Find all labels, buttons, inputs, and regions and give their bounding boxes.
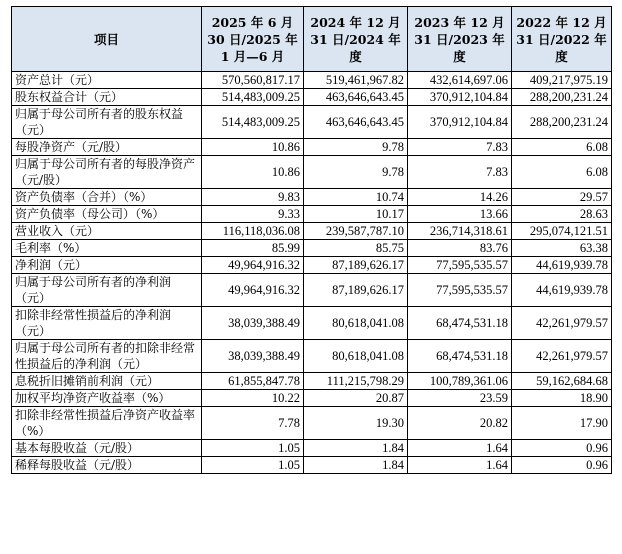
header-2022: 2022 年 12 月 31 日/2022 年度 [512,7,612,72]
row-value: 77,595,535.57 [408,274,512,307]
row-value: 10.86 [202,139,304,156]
row-value: 514,483,009.25 [202,106,304,139]
table-row [12,390,612,407]
row-value: 6.08 [512,139,612,156]
row-value: 0.96 [512,440,612,457]
row-value: 463,646,643.45 [304,89,408,106]
row-value: 1.05 [202,440,304,457]
row-label: 息税折旧摊销前利润（元） [12,373,202,390]
row-value: 38,039,388.49 [202,340,304,373]
financial-indicators-table [11,6,612,474]
row-value: 10.22 [202,390,304,407]
table-row [12,274,612,307]
header-2025h1: 2025 年 6 月 30 日/2025 年 1 月—6 月 [202,7,304,72]
table-row [12,189,612,206]
table-row [12,440,612,457]
row-value: 42,261,979.57 [512,340,612,373]
row-label: 资产负债率（合并）（%） [12,189,202,206]
row-value: 239,587,787.10 [304,223,408,240]
row-label: 归属于母公司所有者的净利润（元） [12,274,202,307]
row-label: 归属于母公司所有者的每股净资产（元/股） [12,156,202,189]
row-label: 归属于母公司所有者的股东权益（元） [12,106,202,139]
row-value: 28.63 [512,206,612,223]
row-value: 44,619,939.78 [512,257,612,274]
row-value: 295,074,121.51 [512,223,612,240]
row-value: 14.26 [408,189,512,206]
table-row [12,257,612,274]
row-value: 111,215,798.29 [304,373,408,390]
row-value: 68,474,531.18 [408,340,512,373]
row-label: 加权平均净资产收益率（%） [12,390,202,407]
row-value: 44,619,939.78 [512,274,612,307]
row-value: 77,595,535.57 [408,257,512,274]
row-value: 7.83 [408,156,512,189]
row-label: 毛利率（%） [12,240,202,257]
row-label: 每股净资产（元/股） [12,139,202,156]
table-row [12,340,612,373]
row-value: 38,039,388.49 [202,307,304,340]
table-row [12,240,612,257]
row-label: 营业收入（元） [12,223,202,240]
table-row [12,72,612,89]
row-value: 18.90 [512,390,612,407]
row-value: 10.74 [304,189,408,206]
table-row [12,106,612,139]
row-value: 87,189,626.17 [304,274,408,307]
row-value: 236,714,318.61 [408,223,512,240]
row-value: 570,560,817.17 [202,72,304,89]
row-value: 49,964,916.32 [202,274,304,307]
table-body [12,72,612,474]
row-value: 68,474,531.18 [408,307,512,340]
row-value: 1.84 [304,440,408,457]
table-row [12,206,612,223]
row-value: 9.78 [304,156,408,189]
row-value: 80,618,041.08 [304,340,408,373]
row-value: 20.82 [408,407,512,440]
row-value: 17.90 [512,407,612,440]
row-label: 扣除非经常性损益后的净利润（元） [12,307,202,340]
row-value: 514,483,009.25 [202,89,304,106]
row-value: 7.78 [202,407,304,440]
row-value: 63.38 [512,240,612,257]
row-value: 80,618,041.08 [304,307,408,340]
table-row [12,139,612,156]
row-value: 85.75 [304,240,408,257]
row-label: 净利润（元） [12,257,202,274]
header-2024: 2024 年 12 月 31 日/2024 年度 [304,7,408,72]
header-2023: 2023 年 12 月 31 日/2023 年度 [408,7,512,72]
row-value: 100,789,361.06 [408,373,512,390]
row-value: 288,200,231.24 [512,89,612,106]
row-value: 9.83 [202,189,304,206]
row-value: 519,461,967.82 [304,72,408,89]
row-value: 1.05 [202,457,304,474]
table-row [12,373,612,390]
row-value: 85.99 [202,240,304,257]
row-label: 资产负债率（母公司）（%） [12,206,202,223]
table-header-row [12,7,612,72]
row-label: 基本每股收益（元/股） [12,440,202,457]
row-label: 股东权益合计（元） [12,89,202,106]
row-value: 116,118,036.08 [202,223,304,240]
row-label: 资产总计（元） [12,72,202,89]
row-value: 1.64 [408,440,512,457]
row-value: 10.17 [304,206,408,223]
row-value: 10.86 [202,156,304,189]
row-value: 0.96 [512,457,612,474]
row-value: 59,162,684.68 [512,373,612,390]
table-row [12,457,612,474]
row-value: 463,646,643.45 [304,106,408,139]
row-value: 1.84 [304,457,408,474]
table-row [12,407,612,440]
row-label: 归属于母公司所有者的扣除非经常性损益后的净利润（元） [12,340,202,373]
row-value: 370,912,104.84 [408,106,512,139]
row-value: 23.59 [408,390,512,407]
row-value: 29.57 [512,189,612,206]
row-value: 9.33 [202,206,304,223]
row-value: 288,200,231.24 [512,106,612,139]
row-value: 83.76 [408,240,512,257]
row-value: 61,855,847.78 [202,373,304,390]
table-row [12,307,612,340]
row-value: 6.08 [512,156,612,189]
row-value: 49,964,916.32 [202,257,304,274]
row-value: 9.78 [304,139,408,156]
table-row [12,89,612,106]
row-value: 87,189,626.17 [304,257,408,274]
row-value: 409,217,975.19 [512,72,612,89]
row-value: 1.64 [408,457,512,474]
row-value: 432,614,697.06 [408,72,512,89]
row-label: 稀释每股收益（元/股） [12,457,202,474]
table-row [12,223,612,240]
table-row [12,156,612,189]
row-value: 19.30 [304,407,408,440]
row-label: 扣除非经常性损益后净资产收益率（%） [12,407,202,440]
row-value: 370,912,104.84 [408,89,512,106]
row-value: 7.83 [408,139,512,156]
row-value: 42,261,979.57 [512,307,612,340]
row-value: 20.87 [304,390,408,407]
row-value: 13.66 [408,206,512,223]
header-item: 项目 [12,7,202,72]
